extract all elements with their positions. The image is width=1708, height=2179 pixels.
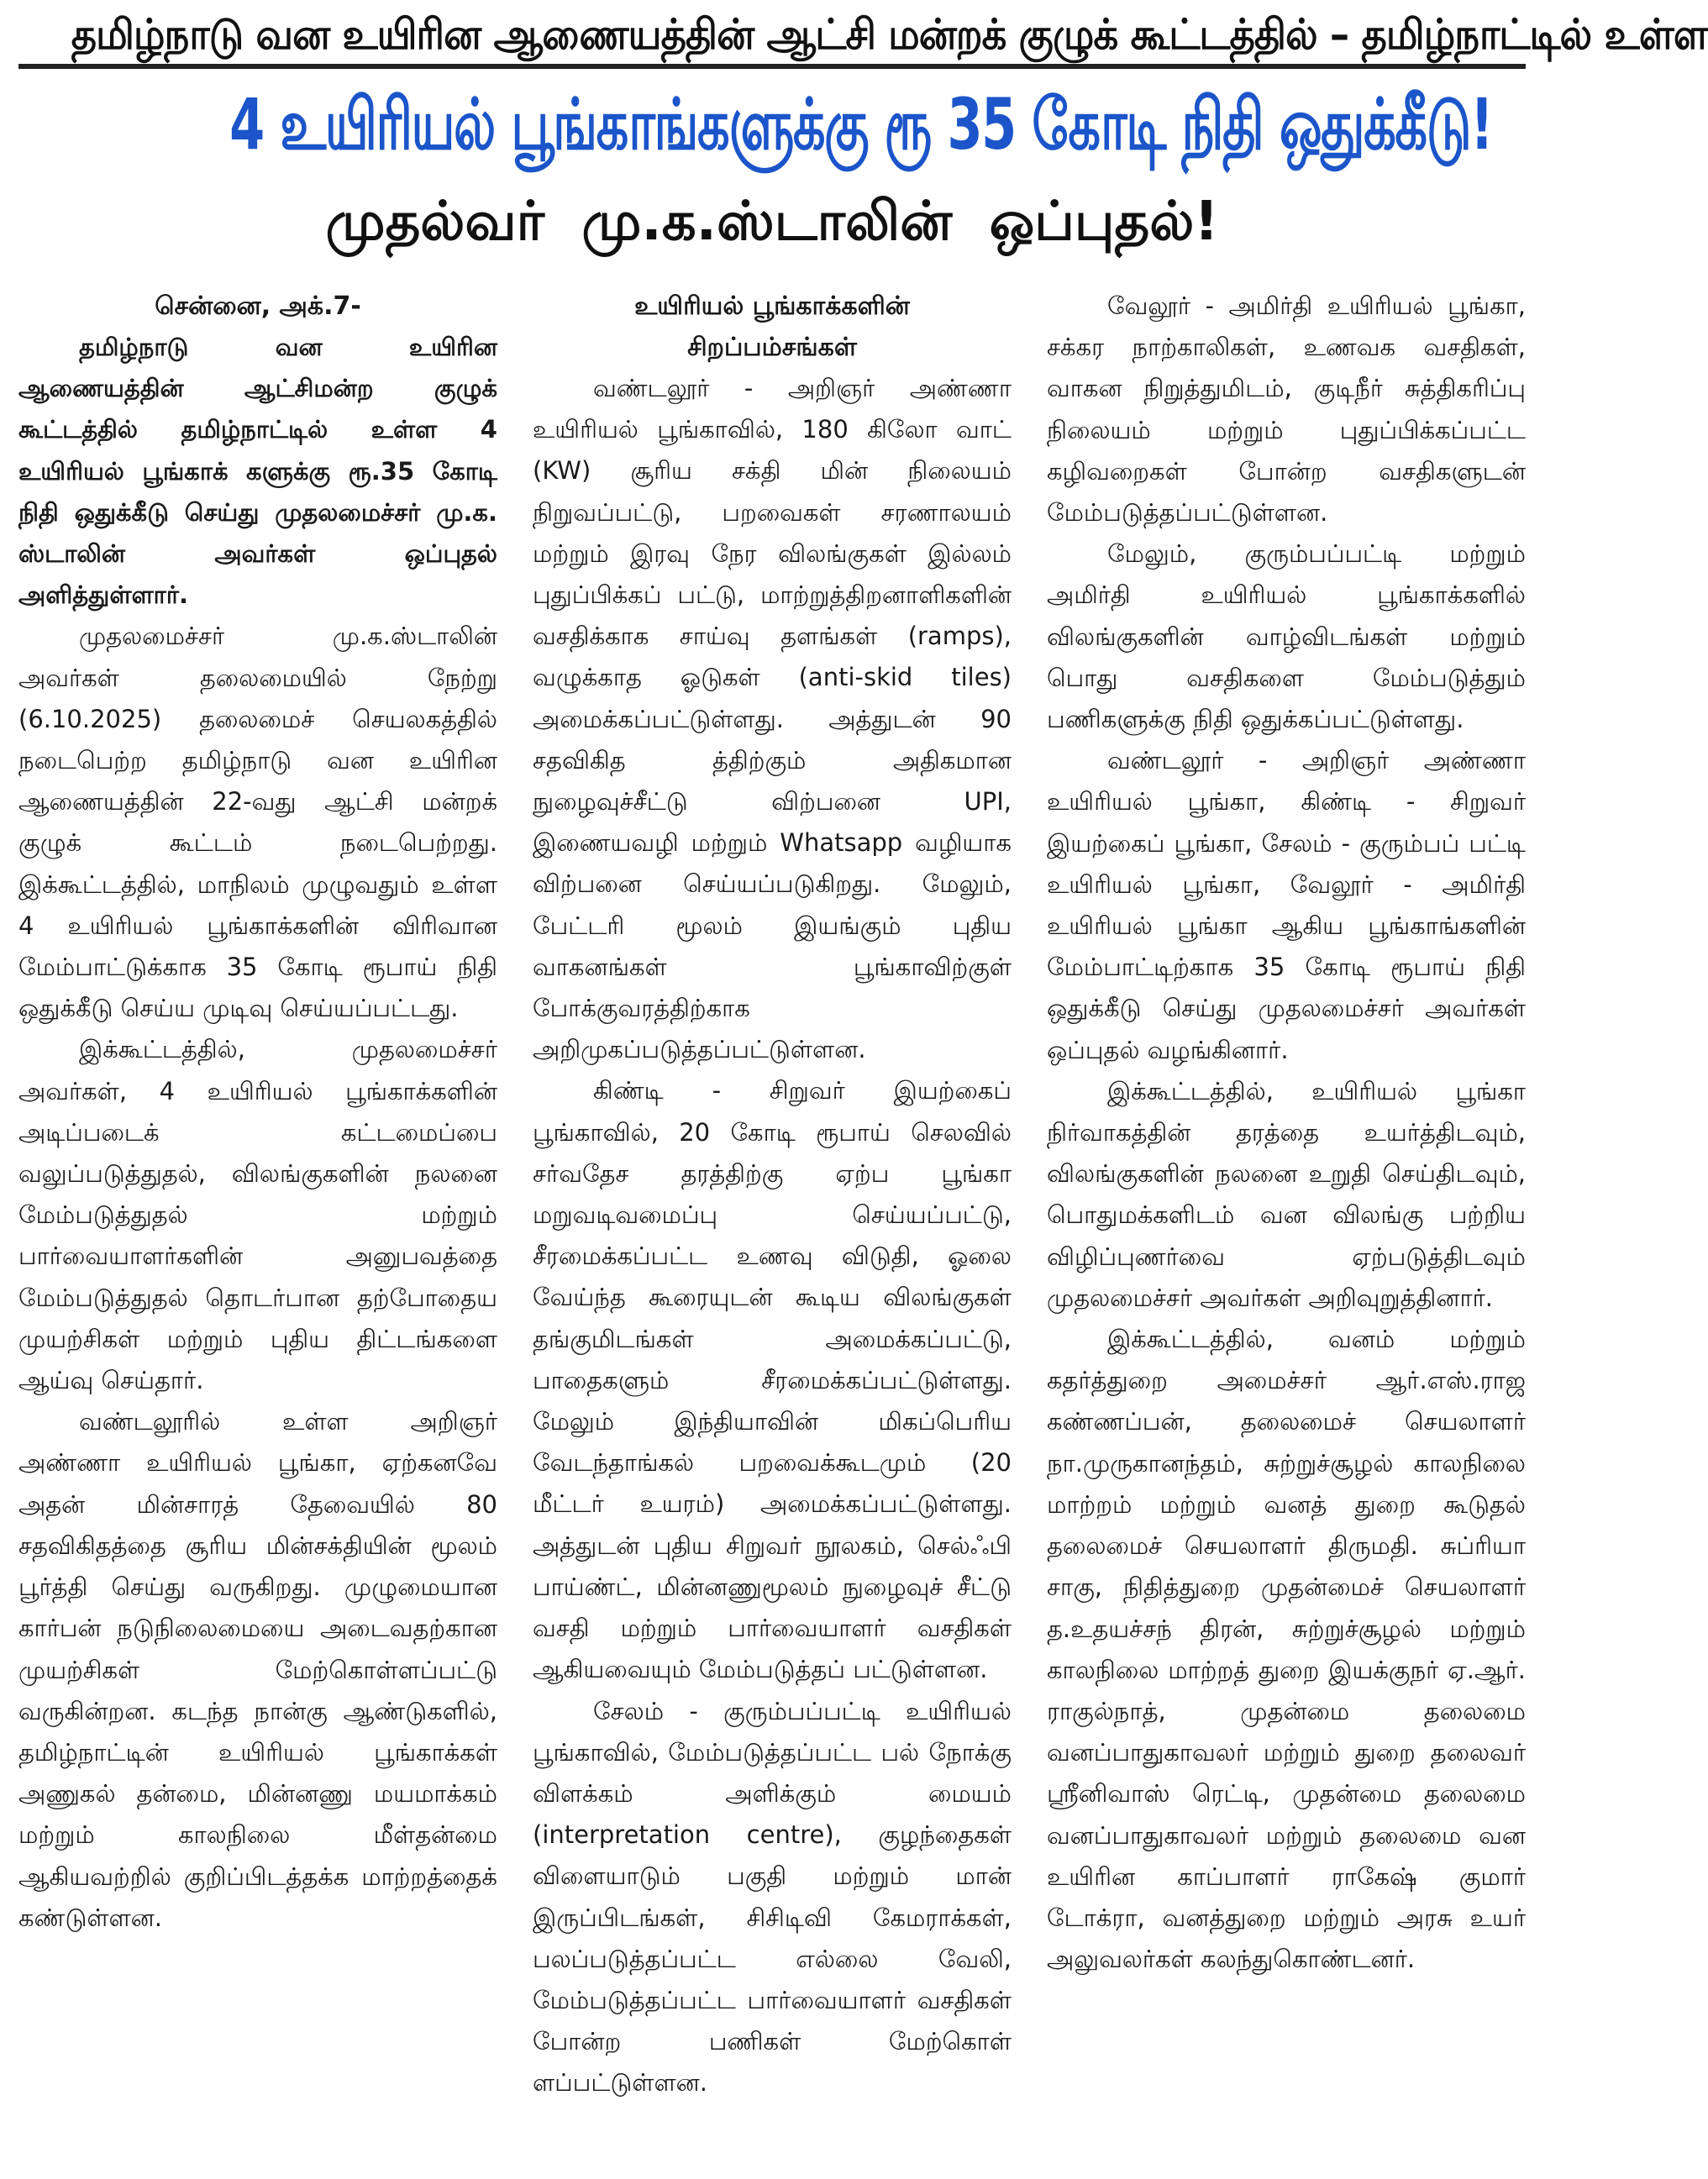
paragraph: இக்கூட்டத்தில், உயிரியல் பூங்கா நிர்வாகத்தின் தரத்தை உயர்த்திடவும், விலங்குகளின் நலனை உறுதி செய்திடவும், பொதுமக்களிடம் வன விலங்கு பற்றிய விழிப்புணர்வை ஏற்படுத்திடவும் முதலமைச்சர் அவர்கள் அறிவுறுத்தினார்.	[1047, 1076, 1526, 1312]
paragraph: வேலூர் - அமிர்தி உயிரியல் பூங்கா, சக்கர நாற்காலிகள், உணவக வசதிகள், வாகன நிறுத்துமிடம், குடிநீர் சுத்திகரிப்பு நிலையம் மற்றும் புதுப்பிக்கப்பட்ட கழிவறைகள் போன்ற வசதிகளுடன் மேம்படுத்தப்பட்டுள்ளன.	[1047, 291, 1526, 528]
column-1	[18, 286, 497, 1939]
paragraph: கிண்டி - சிறுவர் இயற்கைப் பூங்காவில், 20 கோடி ரூபாய் செலவில் சர்வதேச தரத்திற்கு ஏற்ப பூங்கா மறுவடிவமைப்பு செய்யப்பட்டு, சீரமைக்கப்பட்ட உணவு விடுதி, ஓலை வேய்ந்த கூரையுடன் கூடிய விலங்குகள் தங்குமிடங்கள் அமைக்கப்பட்டு, பாதைகளும் சீரமைக்கப்பட்டுள்ளது. மேலும் இந்தியாவின் மிகப்பெரிய வேடந்தாங்கல் பறவைக்கூடமும் (20 மீட்டர் உயரம்) அமைக்கப்பட்டுள்ளது. அத்துடன் புதிய சிறுவர் நூலகம், செல்ஃபி பாய்ண்ட், மின்னணுமூலம் நுழைவுச் சீட்டு வசதி மற்றும் பார்வையாளர் வசதிகள் ஆகியவையும் மேம்படுத்தப் பட்டுள்ளன.	[533, 1076, 1012, 1684]
section-heading-line-2: சிறப்பம்சங்கள்	[687, 333, 857, 362]
header-divider	[18, 64, 1526, 69]
article-body	[18, 286, 1526, 2104]
kicker-line: தமிழ்நாடு வன உயிரின ஆணையத்தின் ஆட்சி மன்றக் குழுக் கூட்டத்தில் – தமிழ்நாட்டில் உள்ள	[71, 10, 1708, 59]
dateline: சென்னை, அக்.7-	[155, 291, 361, 321]
section-heading-line-1: உயிரியல் பூங்காக்களின்	[634, 291, 910, 321]
headline: 4 உயிரியல் பூங்காங்களுக்கு ரூ 35 கோடி நிதி ஒதுக்கீடு!	[229, 83, 1493, 165]
paragraph: முதலமைச்சர் மு.க.ஸ்டாலின் அவர்கள் தலைமையில் நேற்று (6.10.2025) தலைமைச் செயலகத்தில் நடைபெற்ற தமிழ்நாடு வன உயிரின ஆணையத்தின் 22-வது ஆட்சி மன்றக் குழுக் கூட்டம் நடைபெற்றது. இக்கூட்டத்தில், மாநிலம் முழுவதும் உள்ள 4 உயிரியல் பூங்காக்களின் விரிவான மேம்பாட்டுக்காக 35 கோடி ரூபாய் நிதி ஒதுக்கீடு செய்ய முடிவு செய்யப்பட்டது.	[18, 622, 497, 1023]
paragraph: வண்டலூர் - அறிஞர் அண்ணா உயிரியல் பூங்காவில், 180 கிலோ வாட் (KW) சூரிய சக்தி மின் நிலையம் நிறுவப்பட்டு, பறவைகள் சரணாலயம் மற்றும் இரவு நேர விலங்குகள் இல்லம் புதுப்பிக்கப் பட்டு, மாற்றுத்திறனாளிகளின் வசதிக்காக சாய்வு தளங்கள் (ramps), வழுக்காத ஓடுகள் (anti-skid tiles) அமைக்கப்பட்டுள்ளது. அத்துடன் 90 சதவிகித த்திற்கும் அதிகமான நுழைவுச்சீட்டு விற்பனை UPI, இணையவழி மற்றும் Whatsapp வழியாக விற்பனை செய்யப்படுகிறது. மேலும், பேட்டரி மூலம் இயங்கும் புதிய வாகனங்கள் பூங்காவிற்குள் போக்குவரத்திற்காக அறிமுகப்படுத்தப்பட்டுள்ளன.	[533, 374, 1012, 1064]
column-3	[1047, 286, 1526, 1980]
paragraph: வண்டலூர் - அறிஞர் அண்ணா உயிரியல் பூங்கா, கிண்டி - சிறுவர் இயற்கைப் பூங்கா, சேலம் - குரும்பப் பட்டி உயிரியல் பூங்கா, வேலூர் - அமிர்தி உயிரியல் பூங்கா ஆகிய பூங்காங்களின் மேம்பாட்டிற்காக 35 கோடி ரூபாய் நிதி ஒதுக்கீடு செய்து முதலமைச்சர் அவர்கள் ஒப்புதல் வழங்கினார்.	[1047, 746, 1526, 1064]
paragraph: வண்டலூரில் உள்ள அறிஞர் அண்ணா உயிரியல் பூங்கா, ஏற்கனவே அதன் மின்சாரத் தேவையில் 80 சதவிகிதத்தை சூரிய மின்சக்தியின் மூலம் பூர்த்தி செய்து வருகிறது. முழுமையான கார்பன் நடுநிலைமையை அடைவதற்கான முயற்சிகள் மேற்கொள்ளப்பட்டு வருகின்றன. கடந்த நான்கு ஆண்டுகளில், தமிழ்நாட்டின் உயிரியல் பூங்காக்கள் அணுகல் தன்மை, மின்னணு மயமாக்கம் மற்றும் காலநிலை மீள்தன்மை ஆகியவற்றில் குறிப்பிடத்தக்க மாற்றத்தைக் கண்டுள்ளன.	[18, 1407, 497, 1932]
subheadline: முதல்வர் மு.க.ஸ்டாலின் ஒப்புதல்!	[325, 191, 1219, 253]
lead-paragraph: தமிழ்நாடு வன உயிரின ஆணையத்தின் ஆட்சிமன்ற குழுக் கூட்டத்தில் தமிழ்நாட்டில் உள்ள 4 உயிரியல் பூங்காக் களுக்கு ரூ.35 கோடி நிதி ஒதுக்கீடு செய்து முதலமைச்சர் மு.க. ஸ்டாலின் அவர்கள் ஒப்புதல் அளித்துள்ளார்.	[18, 333, 497, 610]
column-2	[533, 286, 1012, 2104]
paragraph: மேலும், குரும்பப்பட்டி மற்றும் அமிர்தி உயிரியல் பூங்காக்களில் விலங்குகளின் வாழ்விடங்கள் மற்றும் பொது வசதிகளை மேம்படுத்தும் பணிகளுக்கு நிதி ஒதுக்கப்பட்டுள்ளது.	[1047, 539, 1526, 734]
paragraph: இக்கூட்டத்தில், முதலமைச்சர் அவர்கள், 4 உயிரியல் பூங்காக்களின் அடிப்படைக் கட்டமைப்பை வலுப்படுத்துதல், விலங்குகளின் நலனை மேம்படுத்துதல் மற்றும் பார்வையாளர்களின் அனுபவத்தை மேம்படுத்துதல் தொடர்பான தற்போதைய முயற்சிகள் மற்றும் புதிய திட்டங்களை ஆய்வு செய்தார்.	[18, 1035, 497, 1395]
paragraph: இக்கூட்டத்தில், வனம் மற்றும் கதர்த்துறை அமைச்சர் ஆர்.எஸ்.ராஜ கண்ணப்பன், தலைமைச் செயலாளர் நா.முருகானந்தம், சுற்றுச்சூழல் காலநிலை மாற்றம் மற்றும் வனத் துறை கூடுதல் தலைமைச் செயலாளர் திருமதி. சுப்ரியா சாகு, நிதித்துறை முதன்மைச் செயலாளர் த.உதயச்சந் திரன், சுற்றுச்சூழல் மற்றும் காலநிலை மாற்றத் துறை இயக்குநர் ஏ.ஆர். ராகுல்நாத், முதன்மை தலைமை வனப்பாதுகாவலர் மற்றும் துறை தலைவர் ஸ்ரீனிவாஸ் ரெட்டி, முதன்மை தலைமை வனப்பாதுகாவலர் மற்றும் தலைமை வன உயிரின காப்பாளர் ராகேஷ் குமார் டோக்ரா, வனத்துறை மற்றும் அரசு உயர் அலுவலர்கள் கலந்துகொண்டனர்.	[1047, 1325, 1526, 1974]
paragraph: சேலம் - குரும்பப்பட்டி உயிரியல் பூங்காவில், மேம்படுத்தப்பட்ட பல் நோக்கு விளக்கம் அளிக்கும் மையம் (interpretation centre), குழந்தைகள் விளையாடும் பகுதி மற்றும் மான் இருப்பிடங்கள், சிசிடிவி கேமராக்கள், பலப்படுத்தப்பட்ட எல்லை வேலி, மேம்படுத்தப்பட்ட பார்வையாளர் வசதிகள் போன்ற பணிகள் மேற்கொள் ளப்பட்டுள்ளன.	[533, 1696, 1012, 2098]
